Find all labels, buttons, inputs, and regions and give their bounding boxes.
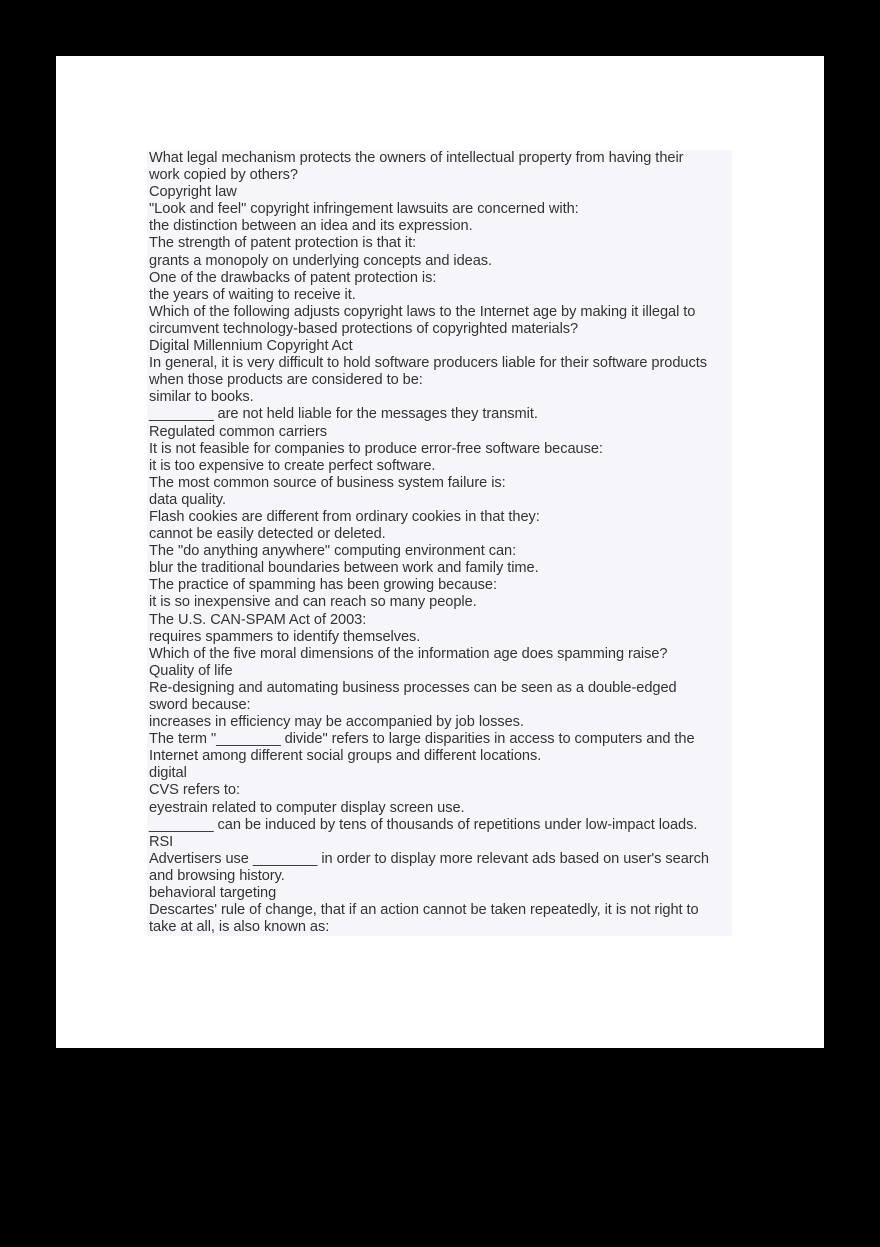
question-line: CVS refers to: <box>149 782 240 799</box>
answer-line: grants a monopoly on underlying concepts and ideas. <box>149 252 493 269</box>
question-line: Descartes' rule of change, that if an action cannot be taken repeatedly, it is not right to <box>149 902 699 919</box>
question-line: circumvent technology-based protections of copyrighted materials? <box>149 320 579 337</box>
question-line: The strength of patent protection is that it: <box>149 235 417 252</box>
question-line: sword because: <box>149 697 251 713</box>
question-line: The U.S. CAN-SPAM Act of 2003: <box>149 611 367 628</box>
answer-line: Copyright law <box>149 184 237 201</box>
question-line: Internet among different social groups and different locations. <box>149 748 542 765</box>
answer-line: Digital Millennium Copyright Act <box>149 338 353 355</box>
question-line: It is not feasible for companies to produce error-free software because: <box>149 440 603 457</box>
question-line: when those products are considered to be: <box>149 372 423 389</box>
answer-line: it is so inexpensive and can reach so many people. <box>149 594 477 611</box>
question-line: ________ are not held liable for the messages they transmit. <box>149 406 538 423</box>
question-line: One of the drawbacks of patent protection is: <box>149 269 437 286</box>
question-line: work copied by others? <box>149 167 298 184</box>
question-line: In general, it is very difficult to hold software producers liable for their software products <box>149 355 707 372</box>
answer-line: increases in efficiency may be accompanied by job losses. <box>149 714 524 731</box>
flashcard-text-block <box>147 150 732 936</box>
answer-line: Quality of life <box>149 662 233 679</box>
question-line: Flash cookies are different from ordinary cookies in that they: <box>149 508 540 525</box>
answer-line: digital <box>149 765 187 782</box>
question-line: and browsing history. <box>149 867 285 884</box>
answer-line: blur the traditional boundaries between work and family time. <box>149 560 539 577</box>
question-line: The practice of spamming has been growing because: <box>149 577 497 594</box>
answer-line: cannot be easily detected or deleted. <box>149 526 386 543</box>
question-line: The term "________ divide" refers to large disparities in access to computers and the <box>149 731 695 748</box>
answer-line: similar to books. <box>149 389 254 406</box>
question-line: What legal mechanism protects the owners of intellectual property from having their <box>149 150 684 166</box>
question-line: take at all, is also known as: <box>149 919 330 936</box>
question-line: Re-designing and automating business processes can be seen as a double-edged <box>149 679 677 696</box>
answer-line: RSI <box>149 833 174 850</box>
answer-line: the years of waiting to receive it. <box>149 286 356 303</box>
question-line: Which of the following adjusts copyright laws to the Internet age by making it illegal to <box>149 303 696 320</box>
answer-line: data quality. <box>149 491 226 508</box>
answer-line: requires spammers to identify themselves. <box>149 628 421 645</box>
question-line: ________ can be induced by tens of thousands of repetitions under low-impact loads. <box>149 816 698 833</box>
document-page <box>56 56 824 1048</box>
question-line: Which of the five moral dimensions of the information age does spamming raise? <box>149 645 668 662</box>
question-line: Advertisers use ________ in order to display more relevant ads based on user's search <box>149 850 709 867</box>
answer-line: behavioral targeting <box>149 885 277 902</box>
answer-line: the distinction between an idea and its expression. <box>149 218 473 235</box>
question-line: "Look and feel" copyright infringement lawsuits are concerned with: <box>149 201 579 218</box>
question-line: The "do anything anywhere" computing environment can: <box>149 543 517 560</box>
answer-line: eyestrain related to computer display screen use. <box>149 799 465 816</box>
answer-line: Regulated common carriers <box>149 423 328 440</box>
question-line: The most common source of business system failure is: <box>149 474 506 491</box>
answer-line: it is too expensive to create perfect software. <box>149 457 436 474</box>
